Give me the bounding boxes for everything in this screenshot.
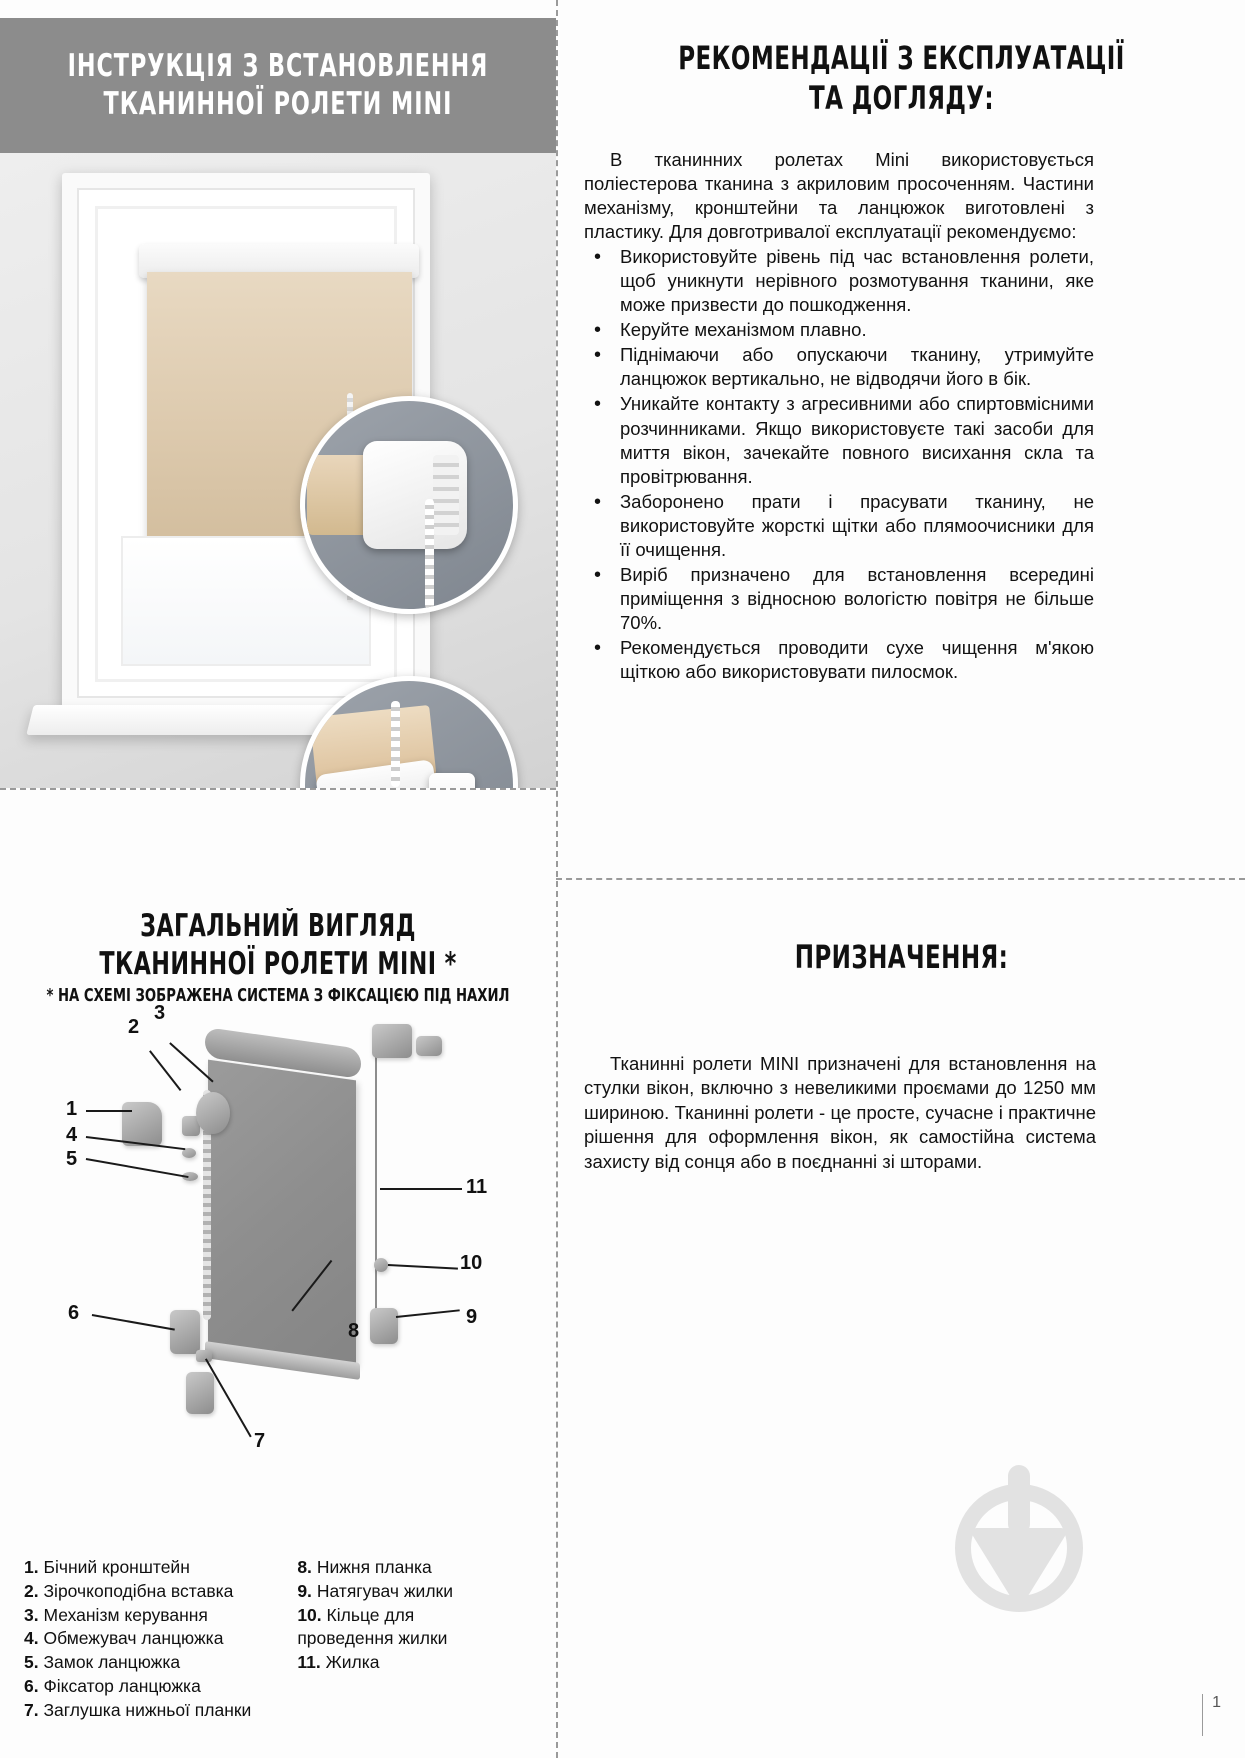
legend-item <box>24 1580 251 1604</box>
legend-item <box>297 1651 497 1675</box>
diagram-number-1: 1 <box>66 1098 78 1120</box>
diagram-part-top-bracket-cap <box>416 1036 442 1056</box>
legend-item <box>24 1556 251 1580</box>
legend-label: Бічний кронштейн <box>43 1557 190 1577</box>
legend-item <box>297 1580 497 1604</box>
care-title-line1: РЕКОМЕНДАЦІЇ З ЕКСПЛУАТАЦІЇ <box>678 39 1125 77</box>
legend-label: Зірочкоподібна вставка <box>43 1580 234 1601</box>
diagram-part-chain-fixator-2 <box>186 1372 214 1414</box>
overview-title-line2: ТКАНИННОЇ РОЛЕТИ MINI * <box>99 945 457 982</box>
diagram-part-chain-fixator <box>170 1310 200 1354</box>
diagram-number-11: 11 <box>466 1176 488 1198</box>
care-bullet-list <box>584 245 1094 684</box>
callout-control-mechanism <box>363 441 467 549</box>
legend-label: Замок ланцюжка <box>43 1652 181 1673</box>
diagram-part-top-bracket <box>372 1024 412 1058</box>
legend-num: 2. <box>24 1580 39 1601</box>
legend-num: 6. <box>24 1675 39 1696</box>
care-bullet-item: • Керуйте механізмом плавно. <box>584 318 1094 342</box>
horizontal-divider-right <box>556 878 1245 880</box>
diagram-fabric <box>208 1060 356 1366</box>
diagram-cord-line <box>375 1048 377 1338</box>
legend-label: Нижня планка <box>316 1557 432 1577</box>
leader-line-5 <box>86 1158 189 1178</box>
purpose-paragraph: Тканинні ролети MINI призначені для встановлення на стулки вікон, включно з невеликими проємами до 1250 мм шириною. Тканинні ролети - це просте, сучасне і практичне рішення для оформлення вікон, як самостійна система захисту від сонця або в поєднанні зі шторами. <box>584 1053 1096 1172</box>
diagram-part-side-bracket <box>122 1102 162 1146</box>
installation-banner-line2: ТКАНИННОЇ РОЛЕТИ MINI <box>103 85 453 122</box>
diagram-part-bottom-bar-cap <box>196 1350 212 1362</box>
diagram-number-2: 2 <box>128 1016 140 1038</box>
legend-label: Кільце для проведення жилки <box>297 1604 448 1649</box>
legend-label: Жилка <box>325 1652 380 1673</box>
care-bullet-item: • Піднімаючи або опускаючи тканину, утримуйте ланцюжок вертикально, не відводячи його в бік. <box>584 343 1094 391</box>
legend-label: Заглушка нижньої планки <box>43 1699 252 1720</box>
diagram-number-9: 9 <box>466 1306 478 1328</box>
legend-item <box>297 1604 497 1652</box>
installation-banner-line1: ІНСТРУКЦІЯ З ВСТАНОВЛЕННЯ <box>67 47 489 84</box>
diagram-number-7: 7 <box>254 1430 266 1452</box>
legend-num: 1. <box>24 1557 39 1577</box>
overview-section <box>0 790 556 1758</box>
installation-banner <box>0 18 556 153</box>
overview-title-line1: ЗАГАЛЬНИЙ ВИГЛЯД <box>140 908 416 944</box>
care-section <box>558 0 1245 878</box>
purpose-body <box>584 1052 1096 1174</box>
care-body <box>584 148 1094 685</box>
legend-item <box>24 1651 251 1675</box>
leader-line-6 <box>92 1314 175 1330</box>
exploded-diagram <box>0 1002 556 1540</box>
installation-section <box>0 0 556 788</box>
callout-chain-lock-part <box>429 773 475 788</box>
diagram-number-3: 3 <box>154 1002 166 1024</box>
diagram-number-6: 6 <box>68 1302 80 1324</box>
legend-num: 5. <box>24 1652 39 1673</box>
legend-label: Фіксатор ланцюжка <box>43 1675 201 1696</box>
legend-num: 4. <box>24 1628 39 1649</box>
purpose-title: ПРИЗНАЧЕННЯ: <box>794 938 1009 976</box>
leader-line-1 <box>86 1110 132 1112</box>
overview-title <box>56 908 501 984</box>
care-bullet-item: • Заборонено прати і прасувати тканину, не використовуйте жорсткі щітки або плямоочисники для її очищення. <box>584 490 1094 562</box>
legend-num: 3. <box>24 1604 39 1625</box>
leader-line-10 <box>388 1264 458 1269</box>
horizontal-divider-left <box>0 788 556 790</box>
leader-line-9 <box>396 1309 460 1317</box>
legend-item <box>297 1556 497 1580</box>
diagram-number-8: 8 <box>348 1320 360 1342</box>
care-title-line2: ТА ДОГЛЯДУ: <box>808 79 995 118</box>
callout-bead-chain <box>391 701 400 787</box>
diagram-number-5: 5 <box>66 1148 78 1170</box>
legend-item <box>24 1699 251 1723</box>
diagram-part-control-mechanism <box>196 1092 230 1134</box>
care-bullet-item: • Використовуйте рівень під час встановлення ролети, щоб уникнути нерівного розмотування тканини, яке може призвести до пошкодження. <box>584 245 1094 317</box>
care-bullet-item: • Виріб призначено для встановлення всередині приміщення з відносною вологістю повітря не більше 70%. <box>584 563 1094 635</box>
legend-label: Натягувач жилки <box>316 1580 453 1601</box>
diagram-number-10: 10 <box>460 1252 483 1274</box>
leader-line-11 <box>380 1188 462 1190</box>
legend-num: 7. <box>24 1699 39 1720</box>
legend-item <box>24 1675 251 1699</box>
installation-photo <box>0 153 556 788</box>
legend-num: 10. <box>297 1604 322 1625</box>
parts-legend-left-column <box>24 1556 251 1723</box>
legend-item <box>24 1604 251 1628</box>
care-title <box>627 38 1177 119</box>
callout-mechanism <box>300 396 518 614</box>
legend-item <box>24 1627 251 1651</box>
diagram-number-4: 4 <box>66 1124 78 1146</box>
legend-num: 9. <box>297 1580 312 1601</box>
callout-chain <box>425 499 434 609</box>
parts-legend-right-column <box>297 1556 497 1723</box>
legend-label: Обмежувач ланцюжка <box>43 1628 224 1649</box>
care-intro: В тканинних ролетах Mini використовується поліестерова тканина з акриловим просоченням. Частини механізму, кронштейни та ланцюжок виготовлені з пластику. Для довготривалої експлуатації рекомендуємо: <box>584 149 1094 243</box>
diagram-part-ring <box>374 1258 388 1272</box>
care-bullet-item: • Уникайте контакту з агресивними або спиртовмісними розчинниками. Якщо використовуєте такі засоби для миття вікон, зачекайте повного висихання скла та провітрювання. <box>584 392 1094 488</box>
legend-num: 8. <box>297 1557 312 1577</box>
care-bullet-item: • Рекомендується проводити сухе чищення м'якою щіткою або використовувати пилосмок. <box>584 636 1094 684</box>
parts-legend <box>24 1556 540 1723</box>
legend-num: 11. <box>297 1652 321 1673</box>
legend-label: Механізм керування <box>43 1604 208 1625</box>
diagram-part-tensioner <box>370 1308 398 1344</box>
purpose-section <box>558 880 1245 1758</box>
shield-check-watermark-icon <box>944 1443 1094 1621</box>
leader-line-2 <box>149 1050 181 1090</box>
page-number: 1 <box>1202 1694 1221 1736</box>
overview-subtitle: * НА СХЕМІ ЗОБРАЖЕНА СИСТЕМА З ФІКСАЦІЄЮ ПІД НАХИЛ <box>46 986 510 1006</box>
installation-banner-text <box>68 48 489 124</box>
